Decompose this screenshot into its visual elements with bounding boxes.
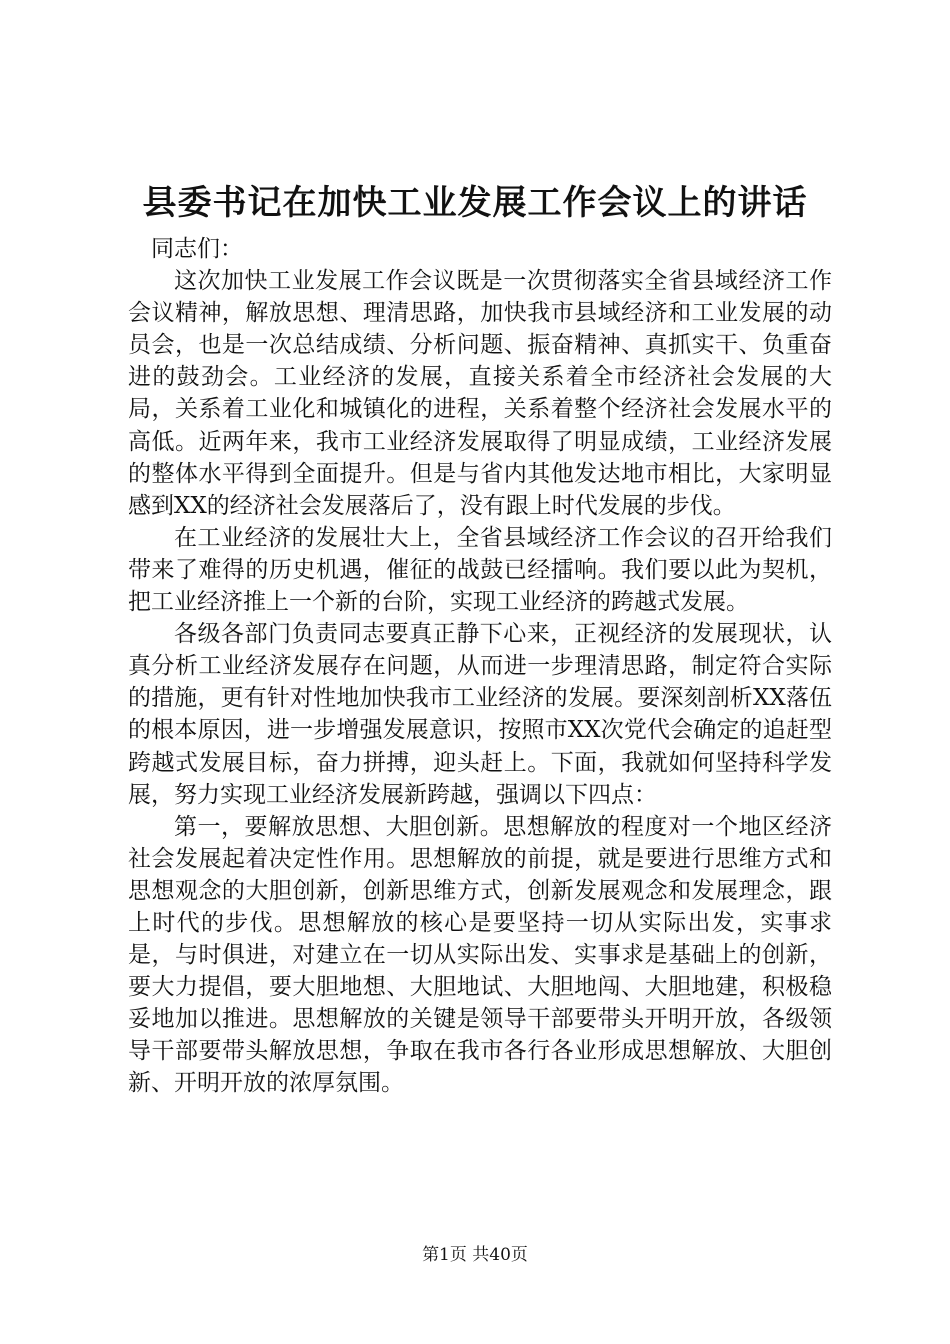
paragraph-1: 这次加快工业发展工作会议既是一次贯彻落实全省县域经济工作会议精神，解放思想、理清思路，加快我市县域经济和工业发展的动员会，也是一次总结成绩、分析问题、振奋精神、真抓实干、负重奋进的鼓劲会。工业经济的发展，直接关系着全市经济社会发展的大局，关系着工业化和城镇化的进程，关系着整个经济社会发展水平的高低。近两年来，我市工业经济发展取得了明显成绩，工业经济发展的整体水平得到全面提升。但是与省内其他发达地市相比，大家明显感到XX的经济社会发展落后了，没有跟上时代发展的步伐。 — [128, 268, 832, 519]
document-body — [128, 233, 832, 1100]
paragraph-3: 各级各部门负责同志要真正静下心来，正视经济的发展现状，认真分析工业经济发展存在问题，从而进一步理清思路，制定符合实际的措施，更有针对性地加快我市工业经济的发展。要深刻剖析XX落伍的根本原因，进一步增强发展意识，按照市XX次党代会确定的追赶型跨越式发展目标，奋力拼搏，迎头赶上。下面，我就如何坚持科学发展，努力实现工业经济发展新跨越，强调以下四点： — [128, 621, 832, 808]
document-title: 县委书记在加快工业发展工作会议上的讲话 — [142, 183, 808, 223]
paragraph-2: 在工业经济的发展壮大上，全省县域经济工作会议的召开给我们带来了难得的历史机遇，催征的战鼓已经擂响。我们要以此为契机，把工业经济推上一个新的台阶，实现工业经济的跨越式发展。 — [128, 524, 832, 616]
page-number: 第1页 共40页 — [422, 1245, 528, 1265]
paragraph-4: 第一，要解放思想、大胆创新。思想解放的程度对一个地区经济社会发展起着决定性作用。思想解放的前提，就是要进行思维方式和思想观念的大胆创新，创新思维方式，创新发展观念和发展理念，跟上时代的步伐。思想解放的核心是要坚持一切从实际出发，实事求是，与时俱进，对建立在一切从实际出发、实事求是基础上的创新，要大力提倡，要大胆地想、大胆地试、大胆地闯、大胆地建，积极稳妥地加以推进。思想解放的关键是领导干部要带头开明开放，各级领导干部要带头解放思想，争取在我市各行各业形成思想解放、大胆创新、开明开放的浓厚氛围。 — [128, 813, 832, 1097]
greeting: 同志们： — [151, 236, 243, 262]
